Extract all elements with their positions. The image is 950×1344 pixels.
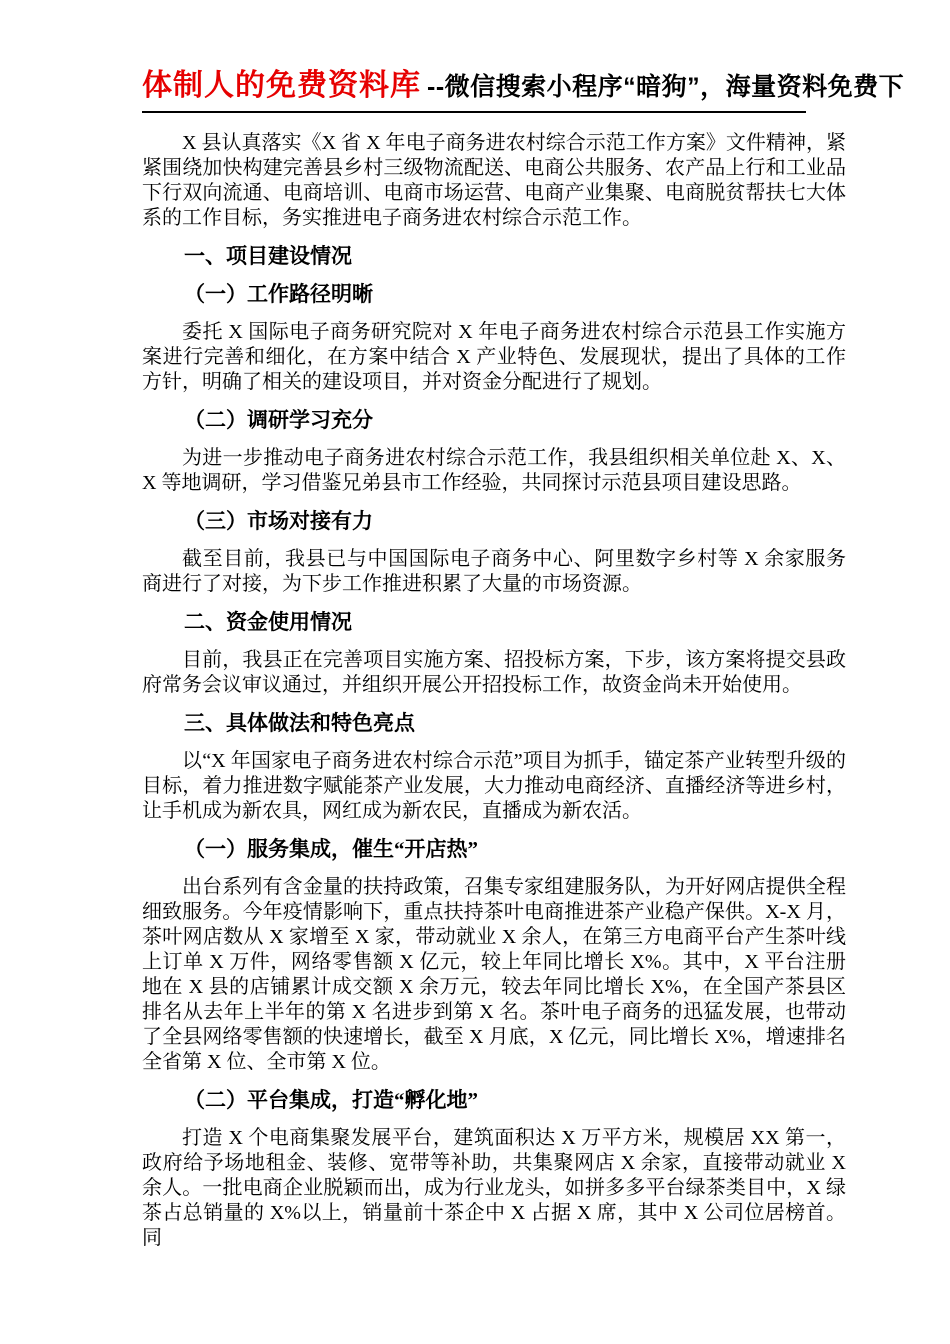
sub-heading: （三）市场对接有力 [184,509,373,533]
body-paragraph: 委托 X 国际电子商务研究院对 X 年电子商务进农村综合示范县工作实施方案进行完善和细化，在方案中结合 X 产业特色、发展现状，提出了具体的工作方针，明确了相关的建设项目，并对资金分配进行了规划。 [142,321,846,393]
body-paragraph: 出台系列有含金量的扶持政策，召集专家组建服务队，为开好网店提供全程细致服务。今年疫情影响下，重点扶持茶叶电商推进茶产业稳产保供。X-X 月，茶叶网店数从 X 家增至 X 家，带动就业 X 余人，在第三方电商平台产生茶叶线上订单 X 万件，网络零售额 X 亿元，较上年同比增长 X%。其中，X 平台注册地在 X 县的店铺累计成交额 X 余万元，较去年同比增长 X%，在全国产茶县区排名从去年上半年的第 X 名进步到第 X 名。茶叶电子商务的迅猛发展，也带动了全县网络零售额的快速增长，截至 X 月底，X 亿元，同比增长 X%，增速排名全省第 X 位、全市第 X 位。 [142,876,846,1073]
promo-tagline: --微信搜索小程序“暗狗”，海量资料免费下 [427,73,905,101]
body-paragraph: 截至目前，我县已与中国国际电子商务中心、阿里数字乡村等 X 余家服务商进行了对接，为下步工作推进积累了大量的市场资源。 [142,548,846,595]
numbered-heading: 二、资金使用情况 [184,611,352,634]
sub-heading: （二）平台集成，打造“孵化地” [184,1088,478,1112]
body-paragraph: 目前，我县正在完善项目实施方案、招投标方案，下步，该方案将提交县政府常务会议审议通过，并组织开展公开招投标工作，故资金尚未开始使用。 [142,649,846,696]
body-paragraph: 为进一步推动电子商务进农村综合示范工作，我县组织相关单位赴 X、X、X 等地调研，学习借鉴兄弟县市工作经验，共同探讨示范县项目建设思路。 [142,447,846,494]
sub-heading: （一）服务集成，催生“开店热” [184,837,478,861]
sub-heading: （二）调研学习充分 [184,408,373,432]
numbered-heading: 一、项目建设情况 [184,245,352,268]
brand-title: 体制人的免费资料库 [142,69,421,102]
body-paragraph: X 县认真落实《X 省 X 年电子商务进农村综合示范工作方案》文件精神，紧紧围绕加快构建完善县乡村三级物流配送、电商公共服务、农产品上行和工业品下行双向流通、电商培训、电商市场运营、电商产业集聚、电商脱贫帮扶七大体系的工作目标，务实推进电子商务进农村综合示范工作。 [142,132,846,229]
body-paragraph: 以“X 年国家电子商务进农村综合示范”项目为抓手，锚定茶产业转型升级的目标，着力推进数字赋能茶产业发展，大力推动电商经济、直播经济等进乡村，让手机成为新农具，网红成为新农民，直播成为新农活。 [142,750,846,822]
numbered-heading: 三、具体做法和特色亮点 [184,712,415,735]
sub-heading: （一）工作路径明晰 [184,282,373,306]
body-paragraph: 打造 X 个电商集聚发展平台，建筑面积达 X 万平方米，规模居 XX 第一，政府给予场地租金、装修、宽带等补助，共集聚网店 X 余家，直接带动就业 X 余人。一批电商企业脱颖而出，成为行业龙头，如拼多多平台绿茶类目中，X 绿茶占总销量的 X%以上，销量前十茶企中 X 占据 X 席，其中 X 公司位居榜首。同 [142,1127,846,1249]
document-body [142,103,846,1264]
